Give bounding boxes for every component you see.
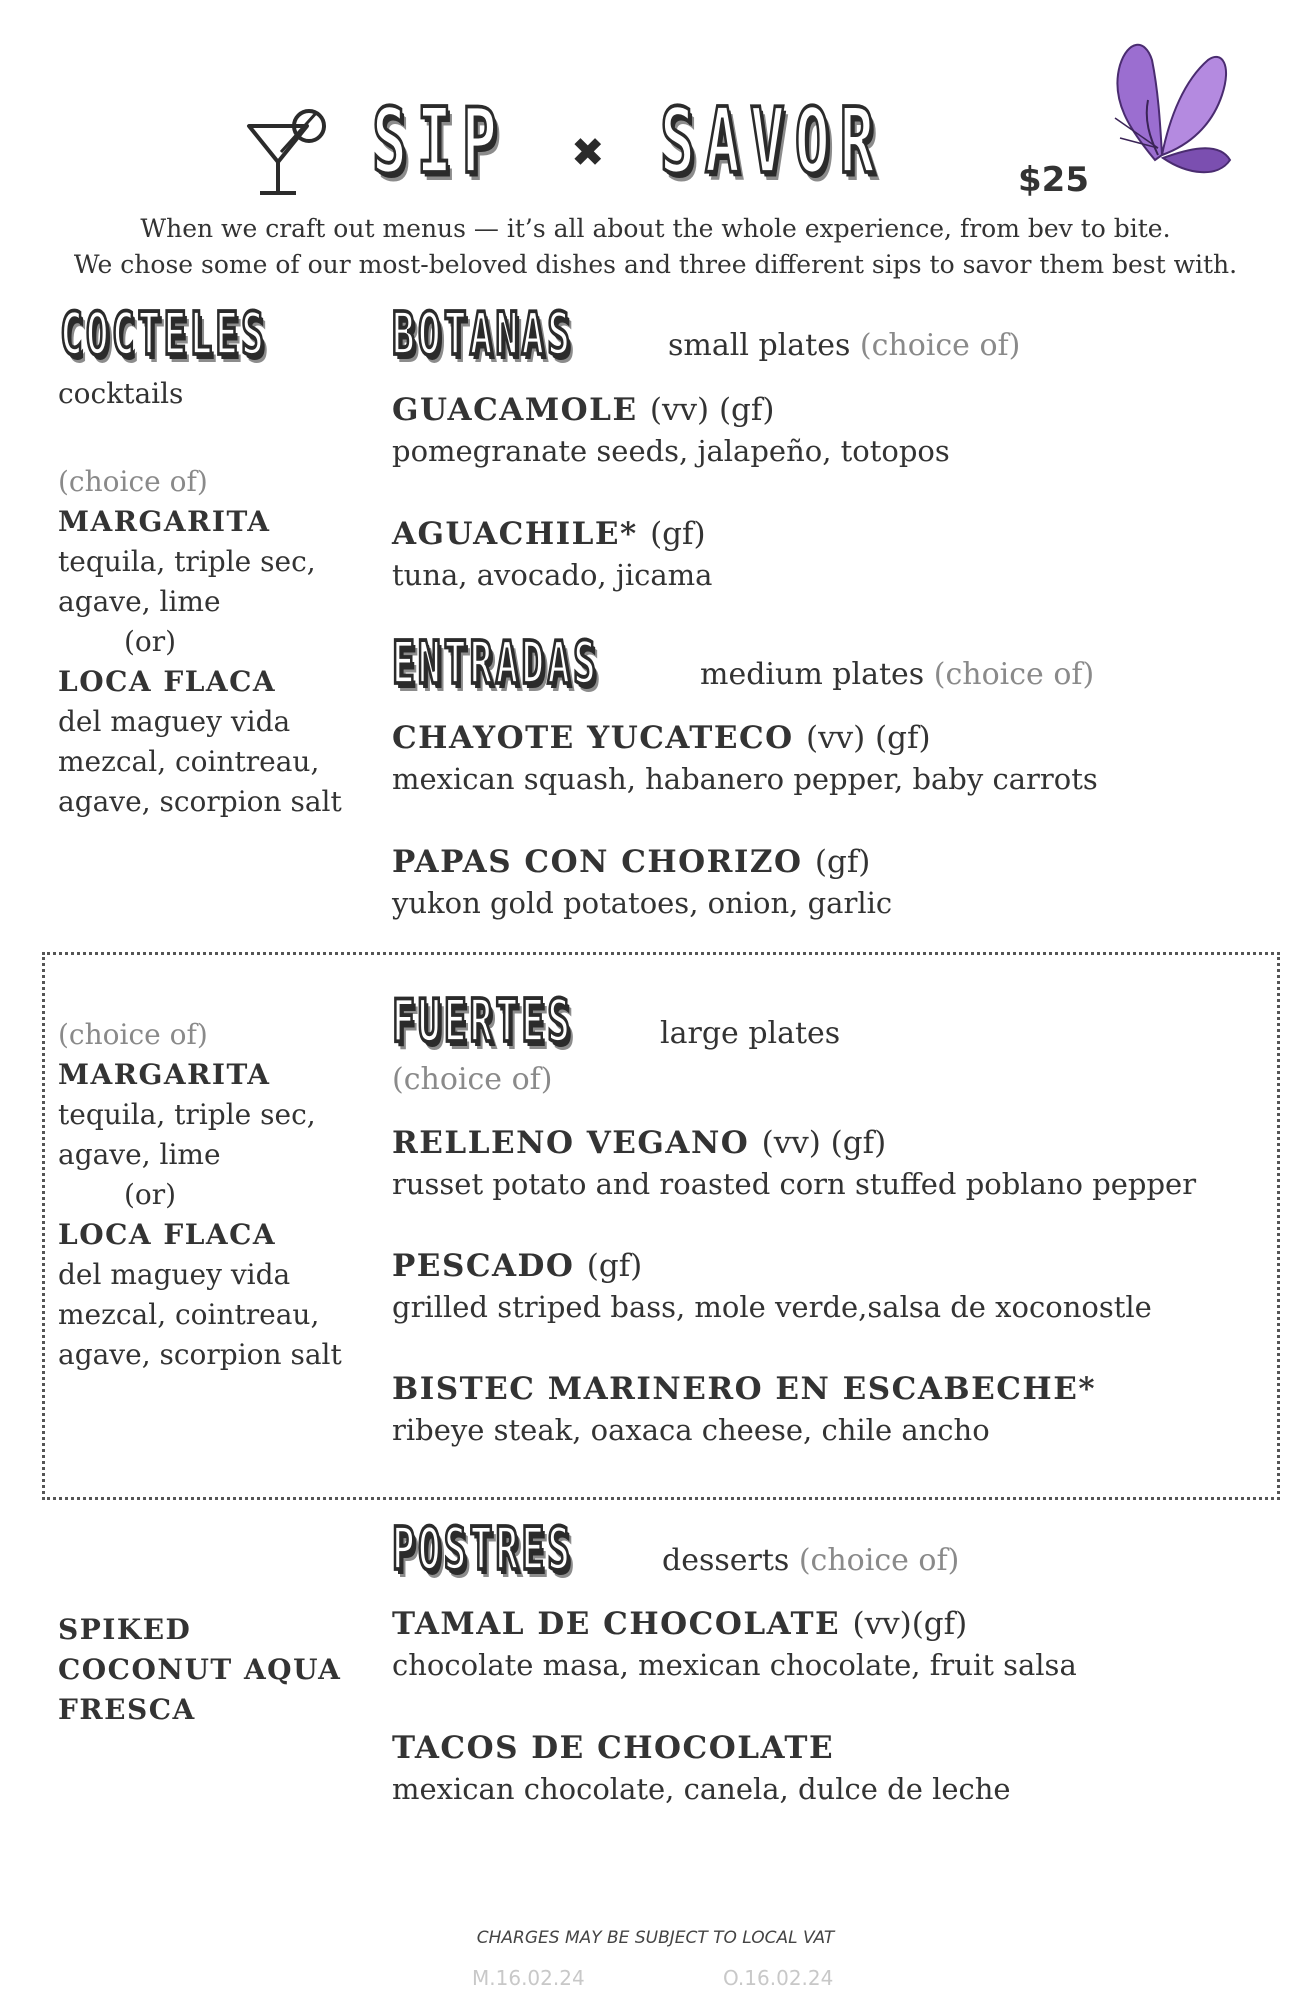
- botanas-heading: BOTANAS: [392, 299, 574, 369]
- martini-icon: [245, 104, 330, 199]
- menu-item: GUACAMOLE (vv) (gf) pomegranate seeds, jalapeño, totopos: [392, 392, 950, 468]
- vat-notice: CHARGES MAY BE SUBJECT TO LOCAL VAT: [476, 1928, 835, 1948]
- menu-code-m: M.16.02.24: [472, 1966, 585, 1990]
- cocktail-options-top: [58, 462, 342, 822]
- menu-item: TACOS DE CHOCOLATE mexican chocolate, canela, dulce de leche: [392, 1730, 1011, 1806]
- title-sip: SIP: [372, 88, 507, 194]
- postres-sub: desserts (choice of): [662, 1543, 960, 1578]
- fuertes-choice: (choice of): [392, 1062, 553, 1097]
- margarita-desc-2: agave, lime: [58, 585, 221, 618]
- margarita-desc-1: tequila, triple sec,: [58, 545, 316, 578]
- intro-line-1: When we craft out menus — it’s all about the whole experience, from bev to bite.: [140, 214, 1171, 243]
- margarita-desc-1: tequila, triple sec,: [58, 1098, 316, 1131]
- loca-flaca-name: LOCA FLACA: [58, 1218, 277, 1251]
- loca-flaca-desc-2: mezcal, cointreau,: [58, 745, 320, 778]
- butterfly-icon: [1100, 20, 1235, 180]
- entradas-sub: medium plates (choice of): [700, 657, 1095, 692]
- title-savor: SAVOR: [660, 88, 885, 194]
- margarita-name: MARGARITA: [58, 1058, 271, 1091]
- postres-heading: POSTRES: [392, 1514, 574, 1584]
- or-label: (or): [124, 1178, 177, 1211]
- entradas-heading: ENTRADAS: [392, 628, 600, 698]
- fuertes-heading: FUERTES: [392, 986, 574, 1056]
- menu-item: BISTEC MARINERO EN ESCABECHE* ribeye steak, oaxaca cheese, chile ancho: [392, 1371, 1097, 1447]
- loca-flaca-desc-3: agave, scorpion salt: [58, 1338, 342, 1371]
- menu-item: AGUACHILE* (gf) tuna, avocado, jicama: [392, 516, 713, 592]
- or-label: (or): [124, 625, 177, 658]
- loca-flaca-desc-3: agave, scorpion salt: [58, 785, 342, 818]
- choice-label: (choice of): [58, 465, 208, 498]
- margarita-name: MARGARITA: [58, 505, 271, 538]
- menu-item: RELLENO VEGANO (vv) (gf) russet potato and roasted corn stuffed poblano pepper: [392, 1125, 1197, 1201]
- loca-flaca-desc-1: del maguey vida: [58, 1258, 291, 1291]
- menu-item: PAPAS CON CHORIZO (gf) yukon gold potatoes, onion, garlic: [392, 844, 893, 920]
- cocteles-heading: COCTELES: [60, 299, 268, 369]
- title-separator: ✖: [571, 130, 605, 176]
- loca-flaca-desc-1: del maguey vida: [58, 705, 291, 738]
- margarita-desc-2: agave, lime: [58, 1138, 221, 1171]
- menu-item: TAMAL DE CHOCOLATE (vv)(gf) chocolate masa, mexican chocolate, fruit salsa: [392, 1606, 1077, 1682]
- menu-item: PESCADO (gf) grilled striped bass, mole verde,salsa de xoconostle: [392, 1248, 1152, 1324]
- botanas-sub: small plates (choice of): [668, 328, 1021, 363]
- price: $25: [1018, 160, 1089, 200]
- intro-line-2: We chose some of our most-beloved dishes and three different sips to savor them best with.: [73, 250, 1238, 279]
- menu-item: CHAYOTE YUCATECO (vv) (gf) mexican squash, habanero pepper, baby carrots: [392, 720, 1098, 796]
- loca-flaca-name: LOCA FLACA: [58, 665, 277, 698]
- dessert-drink: SPIKED COCONUT AQUA FRESCA: [58, 1613, 342, 1726]
- cocktail-options-middle: [58, 1015, 342, 1375]
- fuertes-sub: large plates: [660, 1016, 841, 1051]
- choice-label: (choice of): [58, 1018, 208, 1051]
- cocteles-sub: cocktails: [58, 377, 184, 410]
- menu-code-o: O.16.02.24: [723, 1966, 834, 1990]
- loca-flaca-desc-2: mezcal, cointreau,: [58, 1298, 320, 1331]
